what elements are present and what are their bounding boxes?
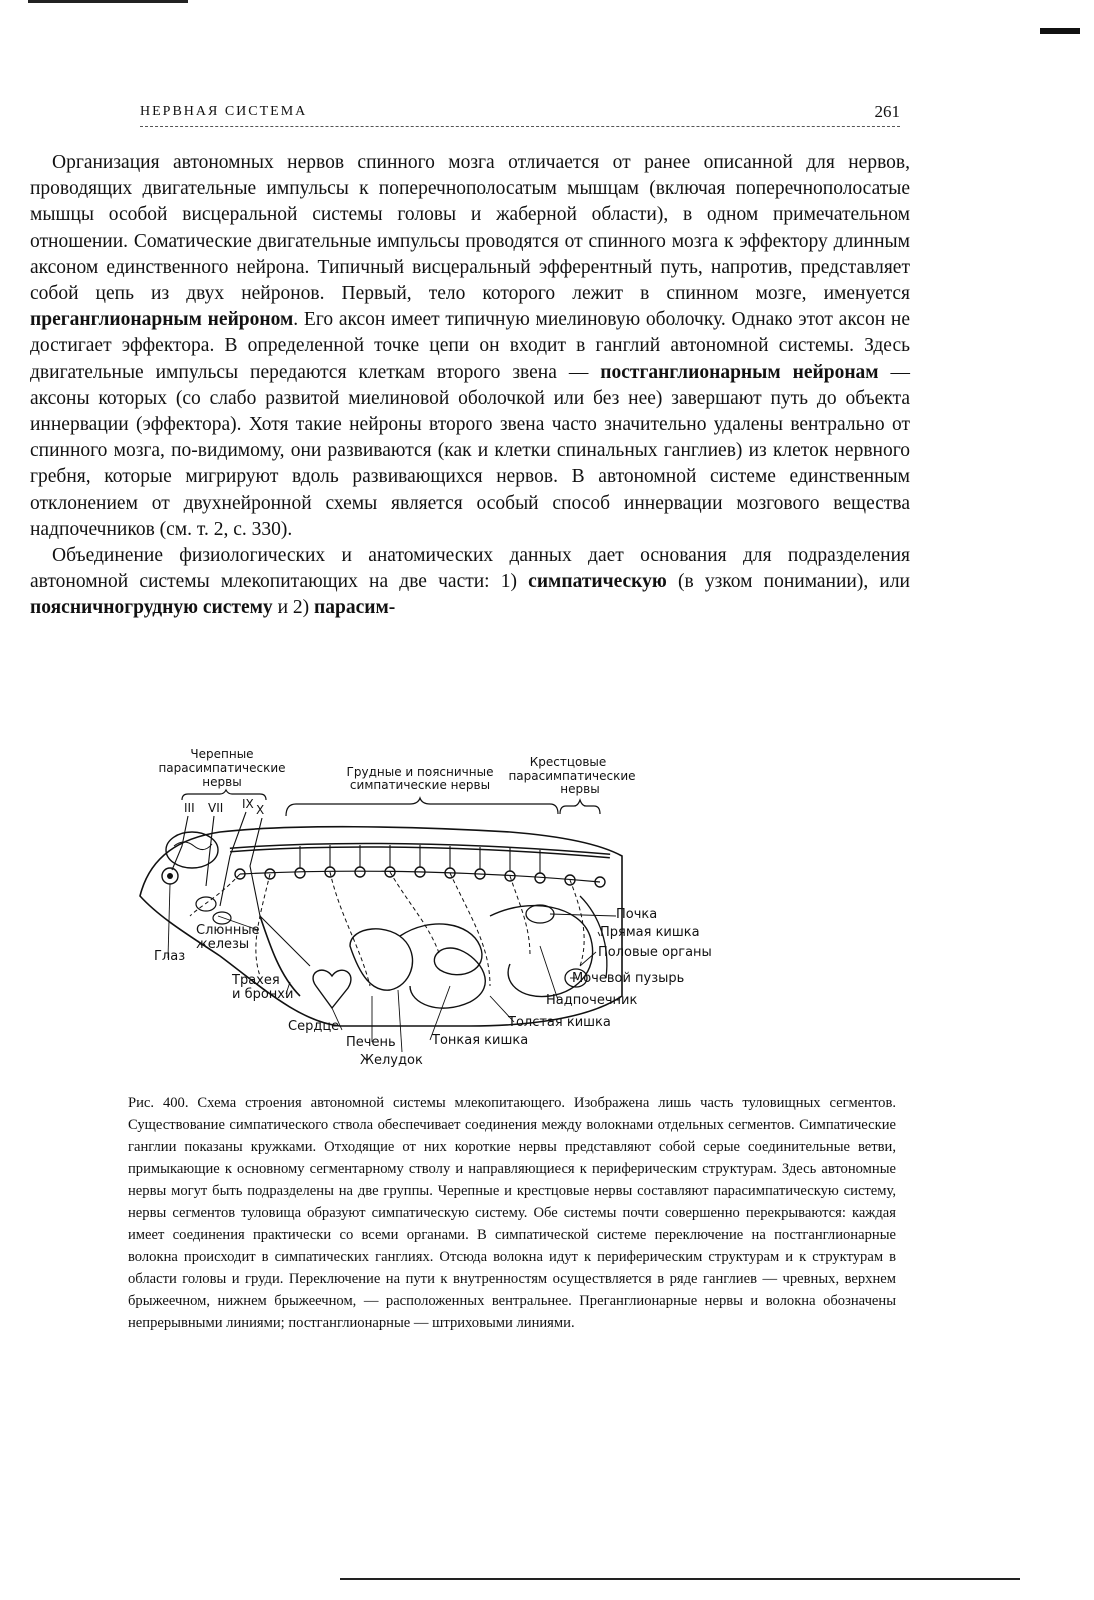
caption-text: Рис. 400. Схема строения автономной системы млекопитающего. Изображена лишь часть туловищных сегментов. Существование симпатического ствола обеспечивает соединения между волокнами отдельных сегментов. Симпатические ганглии показаны кружками. Отходящие от них короткие нервы представляют собой серые соединительные ветви, примыкающие к основному сегментарному стволу и направляющиеся к периферическим структурам. Здесь автономные нервы могут быть подразделены на две группы. Черепные и крестцовые нервы составляют парасимпатическую систему, нервы сегментов туловища образуют симпатическую систему. Обе системы почти совершенно перекрываются: каждая имеет соединения практически со всеми органами. В симпатической системе переключение на постганглионарные волокна происходит в симпатических ганглиях. Отсюда волокна идут к периферическим структурам и к структурам в области головы и груди. Переключение на пути к внутренностям осуществляется в ряде ганглиев — чревных, верхнем брыжеечном, нижнем брыжеечном, — расположенных вентральнее. Преганглионарные нервы и волокна обозначены непрерывными линиями; постганглионарные — штриховыми линиями.: [128, 1095, 896, 1331]
thoracolumbar-brace: [286, 798, 558, 816]
svg-text:парасимпатические: парасимпатические: [508, 769, 636, 783]
heart-shape: [313, 970, 351, 1008]
paragraph-2-text-a: Объединение физиологических и анатомических данных дает основания для подразделения автономной системы млекопитающих на две части: 1): [30, 545, 910, 593]
term-postganglionic-neurons: постганглионарным нейронам: [600, 361, 879, 383]
cranial-nerve-numerals: [184, 797, 264, 817]
label-salivary-glands: железы: [196, 937, 250, 952]
sympathetic-ganglia: [235, 867, 605, 887]
cranial-group-label: [158, 747, 285, 789]
running-head: [140, 102, 900, 127]
paragraph-2-text-b: (в узком понимании), или: [666, 571, 910, 593]
label-small-intestine: Тонкая кишка: [432, 1033, 529, 1048]
label-trachea: Трахея: [232, 973, 280, 988]
kidney-shape: [526, 905, 554, 923]
thoracolumbar-group-label: [347, 765, 494, 792]
nerve-numeral: IX: [242, 797, 254, 811]
svg-text:Черепные: Черепные: [190, 747, 254, 761]
paragraph-1-text-b: . Его аксон имеет типичную миелиновую оболочку. Однако этот аксон не достигает эффектора. В определенной точке цепи он входит в ганглий автономной системы. Здесь двигательные импульсы передаются клеткам второго звена —: [30, 309, 910, 383]
svg-text:Крестцовые: Крестцовые: [529, 755, 607, 769]
paragraph-1-text-a: Организация автономных нервов спинного мозга отличается от ранее описанной для нервов, проводящих двигательные импульсы к поперечнополосатым мышцам (включая поперечнополосатые мышцы особой висцеральной системы головы и жаберной области), в одном примечательном отношении. Соматические двигательные импульсы проводятся от спинного мозга к эффектору длинным аксоном единственного нейрона. Типичный висцеральный эфферентный путь, напротив, представляет собой цепь из двух нейронов. Первый, тело которого лежит в спинном мозге, именуется: [30, 152, 910, 305]
svg-text:парасимпатические: парасимпатические: [158, 761, 286, 775]
nerve-numeral: VII: [208, 801, 224, 815]
stomach-shape: [350, 929, 413, 990]
scan-edge-mark: [1040, 28, 1080, 34]
paragraph-2: [30, 543, 910, 622]
label-salivary-glands: Слюнные: [196, 923, 260, 938]
label-trachea: и бронхи: [232, 987, 294, 1002]
running-head-title: НЕРВНАЯ СИСТЕМА: [140, 104, 308, 119]
page-number: 261: [874, 102, 900, 121]
svg-text:нервы: нервы: [202, 775, 242, 789]
paragraph-1: [30, 150, 910, 543]
autonomic-system-diagram: [110, 746, 750, 1076]
scan-edge-line: [28, 0, 188, 3]
label-liver: Печень: [346, 1035, 396, 1050]
label-rectum: Прямая кишка: [600, 925, 700, 940]
figure-caption: [128, 1092, 896, 1334]
label-stomach: Желудок: [360, 1053, 423, 1068]
sacral-brace: [560, 800, 600, 814]
paragraph-2-text-c: и 2): [272, 597, 314, 619]
body-text: [30, 150, 910, 622]
svg-text:Грудные и поясничные: Грудные и поясничные: [346, 765, 494, 779]
term-sympathetic: симпатическую: [528, 571, 667, 593]
organ-labels: [154, 907, 712, 1068]
label-adrenal: Надпочечник: [546, 993, 638, 1008]
term-thoracolumbar-system: поясничногрудную систему: [30, 597, 273, 619]
label-eye: Глаз: [154, 949, 186, 964]
label-kidney: Почка: [616, 907, 658, 922]
eye-pupil: [167, 873, 173, 879]
figure-400: [110, 746, 750, 1076]
brain-folds: [174, 842, 212, 850]
label-bladder: Мочевой пузырь: [572, 971, 685, 986]
sacral-group-label: [508, 755, 635, 796]
nerve-numeral: III: [184, 801, 195, 815]
term-preganglionic-neuron: преганглионарным нейроном: [30, 309, 294, 331]
svg-text:симпатические нервы: симпатические нервы: [349, 778, 491, 792]
label-genitals: Половые органы: [598, 945, 712, 960]
label-heart: Сердце: [288, 1019, 340, 1034]
scan-edge-line: [340, 1578, 1020, 1580]
label-large-intestine: Толстая кишка: [508, 1015, 611, 1030]
paragraph-1-text-c: — аксоны которых (со слабо развитой миелиновой оболочкой или без нее) завершают путь до объекта иннервации (эффектора). Хотя такие нейроны второго звена часто значительно удалены вентрально от спинного мозга, по-видимому, они развиваются (как и клетки спинальных ганглиев) из клеток нервного гребня, которые мигрируют вдоль развивающихся нервов. В автономной системе единственным отклонением от двухнейронной схемы является особый способ иннервации мозгового вещества надпочечников (см. т. 2, с. 330).: [30, 361, 911, 540]
nerve-numeral: X: [256, 803, 265, 817]
svg-text:нервы: нервы: [560, 782, 600, 796]
salivary-gland: [196, 897, 216, 911]
term-parasympathetic: парасим-: [314, 597, 396, 619]
